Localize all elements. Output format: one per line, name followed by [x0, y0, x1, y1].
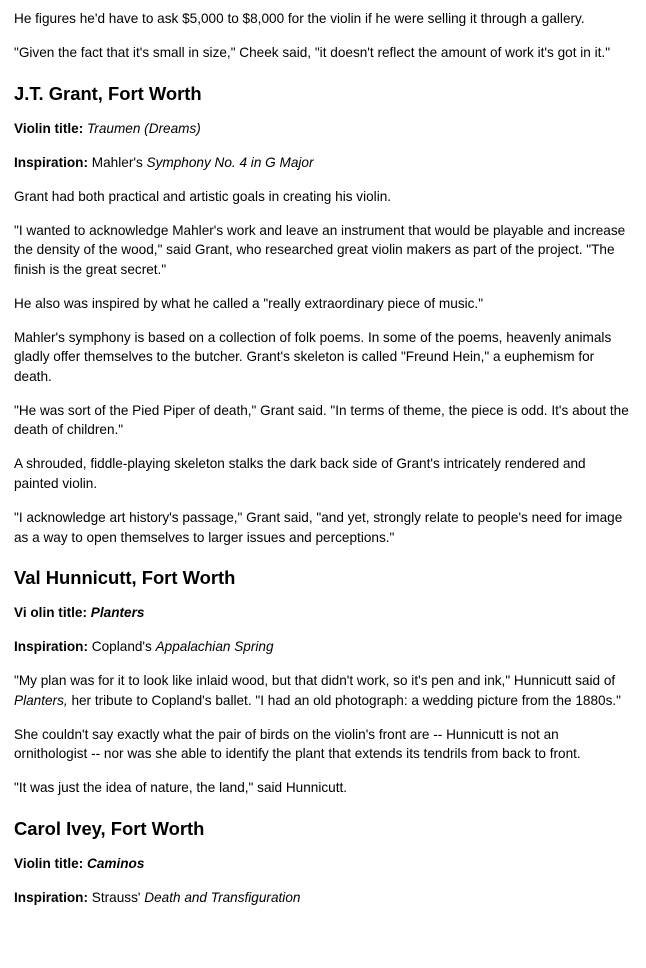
violin-title-value: Caminos	[87, 855, 145, 871]
paragraph	[14, 671, 632, 710]
inspiration-work: Symphony No. 4 in G Major	[146, 154, 314, 170]
inspiration-work: Appalachian Spring	[155, 639, 274, 655]
paragraph: He also was inspired by what he called a "really extraordinary piece of music."	[14, 295, 484, 311]
violin-title-line	[14, 603, 632, 623]
violin-title-label: Violin title:	[14, 120, 84, 136]
inspiration-label: Inspiration:	[14, 154, 89, 170]
paragraph: "Given the fact that it's small in size," Cheek said, "it doesn't reflect the amount of work it's got in it."	[14, 44, 611, 60]
paragraph-italic: Planters,	[14, 692, 68, 708]
inspiration-composer: Copland's	[91, 639, 152, 655]
paragraph: "I wanted to acknowledge Mahler's work and leave an instrument that would be playable and increase the density of the wood," said Grant, who researched great violin makers as part of the project. "The finish is the great secret."	[14, 222, 626, 277]
paragraph: He figures he'd have to ask $5,000 to $8,000 for the violin if he were selling it through a gallery.	[14, 11, 585, 26]
paragraph: A shrouded, fiddle-playing skeleton stalks the dark back side of Grant's intricately rendered and painted violin.	[14, 456, 586, 492]
inspiration-label: Inspiration:	[14, 639, 89, 655]
violin-title-value: Planters	[90, 605, 145, 621]
inspiration-line	[14, 888, 632, 908]
paragraph-text: "My plan was for it to look like inlaid wood, but that didn't work, so it's pen and ink," Hunnicutt said of	[14, 673, 616, 689]
violin-title-value: Traumen (Dreams)	[87, 120, 201, 136]
paragraph: "It was just the idea of nature, the land," said Hunnicutt.	[14, 780, 348, 796]
paragraph: Grant had both practical and artistic goals in creating his violin.	[14, 188, 392, 204]
violin-title-label: Violin title:	[14, 855, 84, 871]
paragraph: She couldn't say exactly what the pair of birds on the violin's front are -- Hunnicutt is not an ornithologist -- nor was she able to identify the plant that extends its tendrils from back to front.	[14, 726, 581, 762]
section-heading-hunnicutt: Val Hunnicutt, Fort Worth	[14, 567, 236, 589]
inspiration-composer: Mahler's	[91, 154, 143, 170]
inspiration-work: Death and Transfiguration	[144, 889, 301, 905]
inspiration-label: Inspiration:	[14, 889, 89, 905]
violin-title-label: Vi olin title:	[14, 605, 88, 621]
violin-title-line	[14, 854, 632, 874]
section-heading-grant: J.T. Grant, Fort Worth	[14, 82, 202, 104]
inspiration-composer: Strauss'	[91, 889, 141, 905]
paragraph: "I acknowledge art history's passage," Grant said, "and yet, strongly relate to people's need for image as a way to open themselves to larger issues and perceptions."	[14, 510, 623, 545]
violin-title-line	[14, 119, 632, 139]
paragraph-text: her tribute to Copland's ballet. "I had an old photograph: a wedding picture from the 1880s."	[71, 692, 621, 708]
inspiration-line	[14, 637, 632, 657]
paragraph: "He was sort of the Pied Piper of death," Grant said. "In terms of theme, the piece is odd. It's about the death of children."	[14, 402, 629, 438]
paragraph: Mahler's symphony is based on a collection of folk poems. In some of the poems, heavenly animals gladly offer themselves to the butcher. Grant's skeleton is called "Freund Hein," a euphemism for death.	[14, 329, 612, 384]
article-body	[0, 9, 646, 908]
inspiration-line	[14, 153, 632, 173]
section-heading-ivey: Carol Ivey, Fort Worth	[14, 817, 205, 839]
